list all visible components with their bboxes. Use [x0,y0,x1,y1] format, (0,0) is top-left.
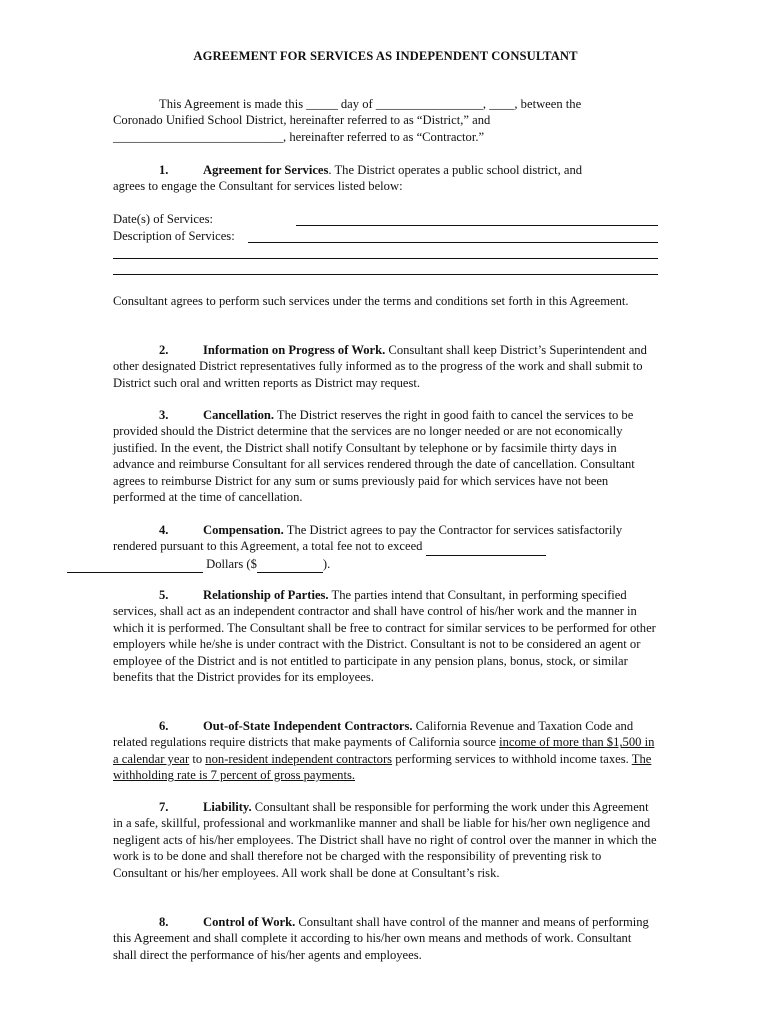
description-of-services-line[interactable] [248,242,658,243]
description-of-services-row [113,228,658,245]
section-6-number: 6. [159,719,169,733]
section-2-heading: Information on Progress of Work. [203,343,386,357]
dates-of-services-label: Date(s) of Services: [113,212,214,226]
perform-paragraph: Consultant agrees to perform such services under the terms and conditions set forth in this Agreement. [113,294,629,308]
section-4-body: The District agrees to pay the Contractor for services satisfactorily rendered pursuant to this Agreement, a total fee not to exceed [113,523,623,554]
section-2 [113,342,658,391]
document-title: AGREEMENT FOR SERVICES AS INDEPENDENT CONSULTANT [193,49,578,63]
section-3-body: The District reserves the right in good faith to cancel the services to be provided should the District determine that the services are no longer needed or are not economically justified. In the event, the District shall notify Consultant by telephone or by facsimile thirty days in advance and reimburse Consultant for all services rendered through the date of cancellation. Consultant agrees to reimburse District for any sum or sums previously paid for which services have not been performed at the time of cancellation. [113,408,635,505]
section-3 [113,407,658,505]
intro-paragraph [113,96,658,145]
section-4 [113,522,658,573]
section-3-number: 3. [159,408,169,422]
intro-line-1: This Agreement is made this _____ day of _________________, ____, between the [159,97,582,111]
section-6-body-a: California Revenue and Taxation Code and related regulations require districts that make payments of California source [113,719,634,750]
dates-of-services-row [113,211,658,228]
description-of-services-label: Description of Services: [113,229,235,243]
section-5-heading: Relationship of Parties. [203,588,329,602]
section-8-number: 8. [159,915,169,929]
section-4-number: 4. [159,523,169,537]
section-6-body-b: to [189,751,206,766]
section-4-dollars: Dollars ($ [203,556,257,571]
section-5 [113,587,658,685]
section-6 [113,718,658,784]
section-6-body-c: performing services to withhold income taxes. [392,751,632,766]
section-6-underline-c: The withholding rate is 7 percent of gross payments. [113,751,652,783]
section-2-number: 2. [159,343,169,357]
section-7-number: 7. [159,800,169,814]
section-2-body: Consultant shall keep District’s Superintendent and other designated District representatives fully informed as to the progress of the work and shall submit to District such oral and written reports as District may request. [113,343,647,390]
section-5-number: 5. [159,588,169,602]
section-6-underline-a: income of more than $1,500 in a calendar year [113,735,655,766]
section-6-underline-b: non-resident independent contractors [205,751,393,766]
fee-amount-line[interactable] [426,538,546,555]
section-7 [113,799,658,881]
dates-of-services-line[interactable] [296,225,658,226]
section-7-body: Consultant shall be responsible for performing the work under this Agreement in a safe, skillful, professional and workmanlike manner and shall be liable for his/her own negligence and negligent acts of his/her employees. The District shall have no right of control over the manner in which the work is to be done and shall therefore not be charged with the responsibility of preventing risk to Consultant or his/her employees. All work shall be done at Consultant’s risk. [113,800,657,880]
section-8-body: Consultant shall have control of the manner and means of performing this Agreement and shall complete it according to his/her own means and methods of work. Consultant shall direct the performance of his/her agents and employees. [113,915,649,962]
section-7-heading: Liability. [203,800,252,814]
description-line-2[interactable] [113,258,658,259]
intro-line-2: Coronado Unified School District, hereinafter referred to as “District,” and [113,113,491,128]
section-8 [113,914,658,963]
section-1-number: 1. [159,163,169,177]
section-5-body: The parties intend that Consultant, in performing specified services, shall act as an independent contractor and shall have control of his/her work and the manner in which it is performed. The Consultant shall be free to contract for similar services to be performed for other employers while he/she is under contract with the District. Consultant is not to be considered an agent or employee of the District and is not entitled to participate in any pension plans, bonus, stock, or similar benefits that the District provides for its employees. [113,588,656,685]
section-8-heading: Control of Work. [203,915,296,929]
section-1-rest: agrees to engage the Consultant for services listed below: [113,179,403,193]
section-4-heading: Compensation. [203,523,284,537]
fee-words-line[interactable] [67,556,203,573]
section-1-heading: Agreement for Services [203,163,329,177]
section-3-heading: Cancellation. [203,408,275,422]
section-6-heading: Out-of-State Independent Contractors. [203,719,413,733]
section-4-close: ). [322,556,331,571]
services-fields [113,211,658,245]
intro-line-3: ___________________________, hereinafter referred to as “Contractor.” [113,129,485,144]
section-1-lead: . The District operates a public school district, and [328,163,583,177]
fee-dollar-line[interactable] [257,556,323,573]
section-1 [113,162,658,178]
description-line-3[interactable] [113,274,658,275]
